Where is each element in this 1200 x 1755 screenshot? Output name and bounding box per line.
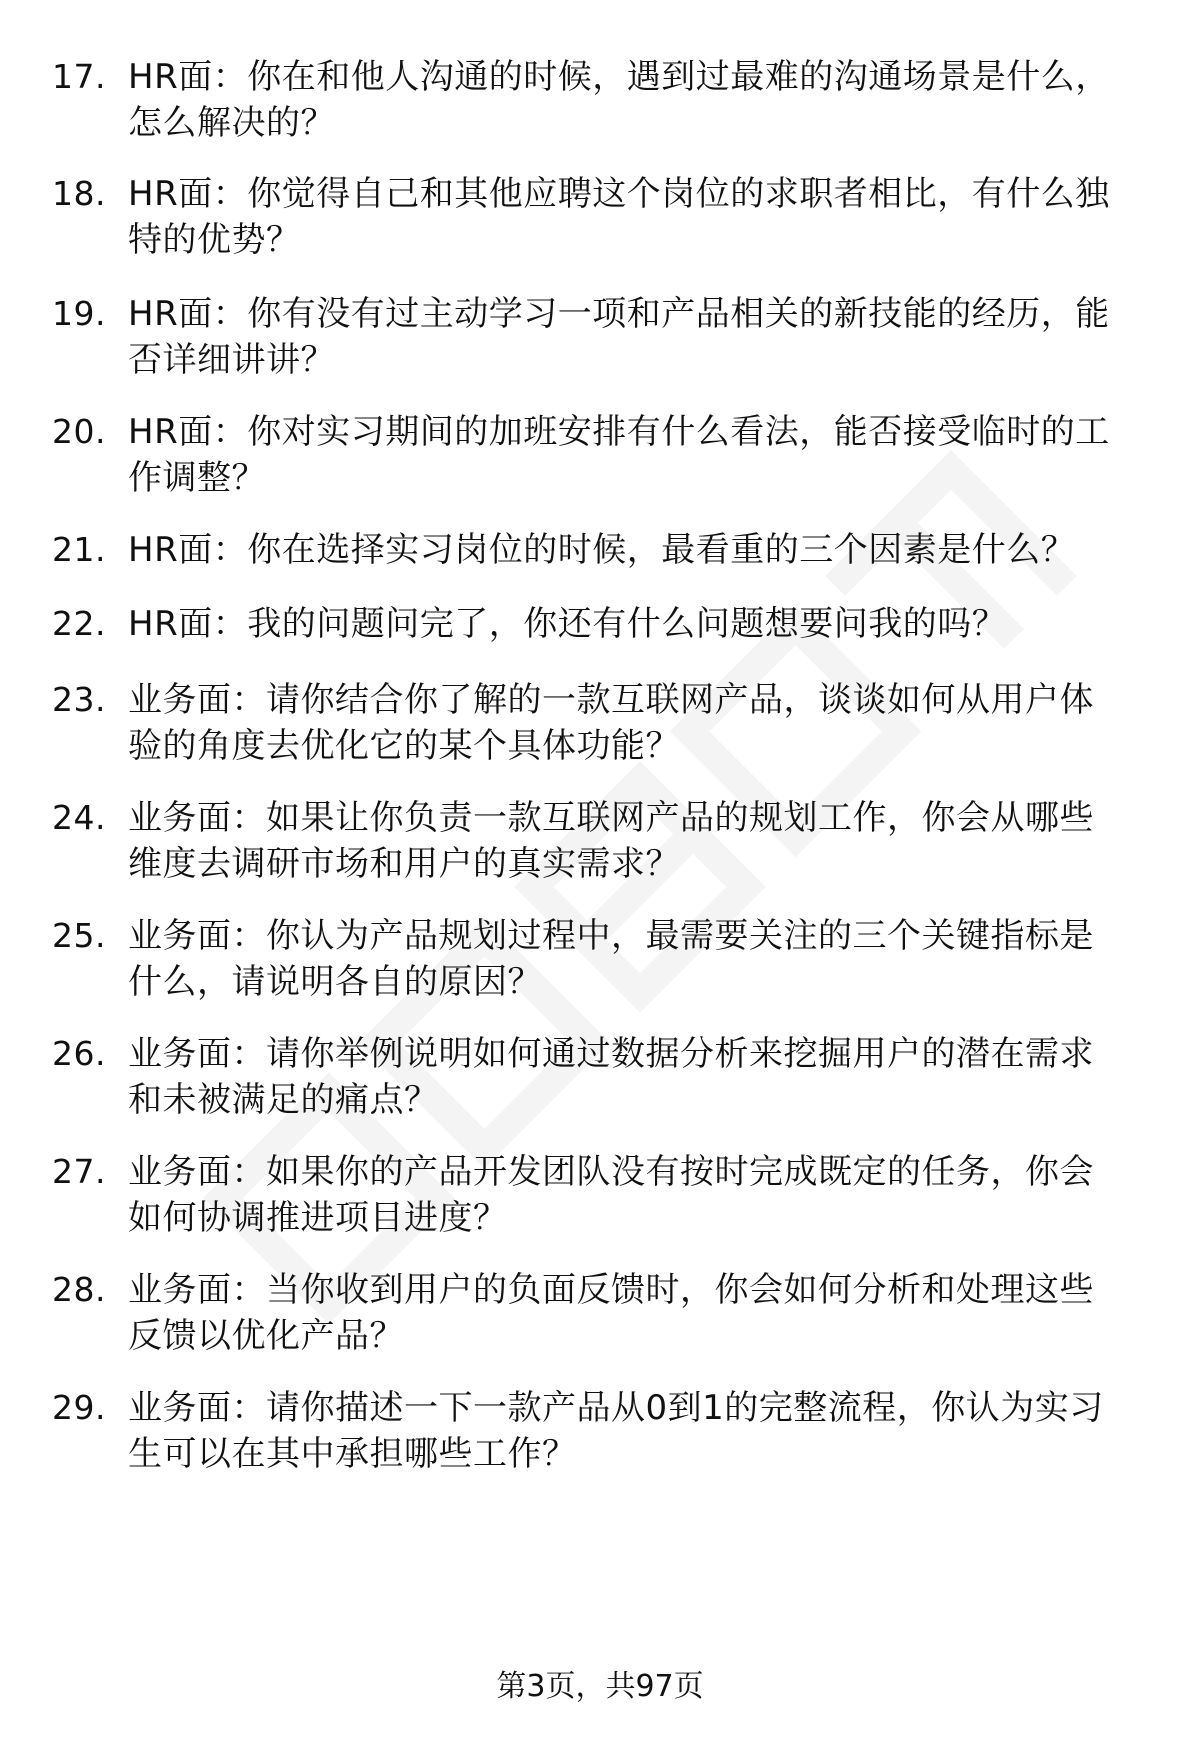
question-line: 如何协调推进项目进度？: [128, 1198, 508, 1238]
question-line: HR面：你有没有过主动学习一项和产品相关的新技能的经历，能: [128, 294, 1110, 334]
question-number: 26.: [52, 1034, 106, 1073]
question-item: [0, 1267, 1200, 1367]
question-line: HR面：你在和他人沟通的时候，遇到过最难的沟通场景是什么，: [128, 57, 1110, 97]
question-text: [128, 1267, 1158, 1359]
page-number: 第3页，共97页: [496, 1669, 704, 1704]
question-line: 业务面：你认为产品规划过程中，最需要关注的三个关键指标是: [128, 916, 1094, 956]
question-item: [0, 1385, 1200, 1485]
question-number: 19.: [52, 294, 106, 333]
question-line: 否详细讲讲？: [128, 340, 335, 380]
question-text: [128, 677, 1158, 769]
question-line: 怎么解决的？: [128, 103, 335, 143]
question-text: [128, 1385, 1158, 1477]
question-line: 什么，请说明各自的原因？: [128, 962, 542, 1002]
question-line: HR面：我的问题问完了，你还有什么问题想要问我的吗？: [128, 604, 1007, 644]
question-number: 17.: [52, 57, 106, 96]
question-number: 24.: [52, 798, 106, 837]
question-text: [128, 409, 1158, 501]
question-number: 23.: [52, 680, 106, 719]
question-number: 21.: [52, 530, 106, 569]
question-number: 27.: [52, 1152, 106, 1191]
question-text: [128, 1149, 1158, 1241]
question-line: 作调整？: [128, 458, 266, 498]
question-text: [128, 601, 1158, 647]
question-item: [0, 409, 1200, 509]
question-line: HR面：你觉得自己和其他应聘这个岗位的求职者相比，有什么独: [128, 174, 1110, 214]
question-item: [0, 1149, 1200, 1249]
question-item: [0, 1031, 1200, 1131]
question-number: 18.: [52, 174, 106, 213]
question-line: 业务面：如果让你负责一款互联网产品的规划工作，你会从哪些: [128, 798, 1094, 838]
question-line: HR面：你对实习期间的加班安排有什么看法，能否接受临时的工: [128, 412, 1110, 452]
question-text: [128, 795, 1158, 887]
question-item: [0, 291, 1200, 391]
question-item: [0, 913, 1200, 1013]
question-line: 业务面：请你举例说明如何通过数据分析来挖掘用户的潜在需求: [128, 1034, 1094, 1074]
question-item: [0, 677, 1200, 777]
question-line: 验的角度去优化它的某个具体功能？: [128, 726, 680, 766]
question-number: 29.: [52, 1388, 106, 1427]
question-number: 25.: [52, 916, 106, 955]
question-text: [128, 54, 1158, 146]
question-text: [128, 171, 1158, 263]
question-line: 业务面：如果你的产品开发团队没有按时完成既定的任务，你会: [128, 1152, 1094, 1192]
question-number: 20.: [52, 412, 106, 451]
question-line: 维度去调研市场和用户的真实需求？: [128, 844, 680, 884]
question-line: 反馈以优化产品？: [128, 1316, 404, 1356]
question-line: 业务面：请你描述一下一款产品从0到1的完整流程，你认为实习: [128, 1388, 1104, 1428]
question-line: 和未被满足的痛点？: [128, 1080, 439, 1120]
question-line: HR面：你在选择实习岗位的时候，最看重的三个因素是什么？: [128, 530, 1076, 570]
question-item: [0, 795, 1200, 895]
question-number: 22.: [52, 604, 106, 643]
question-text: [128, 1031, 1158, 1123]
question-text: [128, 913, 1158, 1005]
question-item: [0, 54, 1200, 154]
question-item: [0, 171, 1200, 271]
question-text: [128, 527, 1158, 573]
question-line: 生可以在其中承担哪些工作？: [128, 1434, 577, 1474]
question-line: 业务面：当你收到用户的负面反馈时，你会如何分析和处理这些: [128, 1270, 1094, 1310]
question-line: 特的优势？: [128, 220, 301, 260]
question-line: 业务面：请你结合你了解的一款互联网产品，谈谈如何从用户体: [128, 680, 1094, 720]
question-text: [128, 291, 1158, 383]
question-number: 28.: [52, 1270, 106, 1309]
